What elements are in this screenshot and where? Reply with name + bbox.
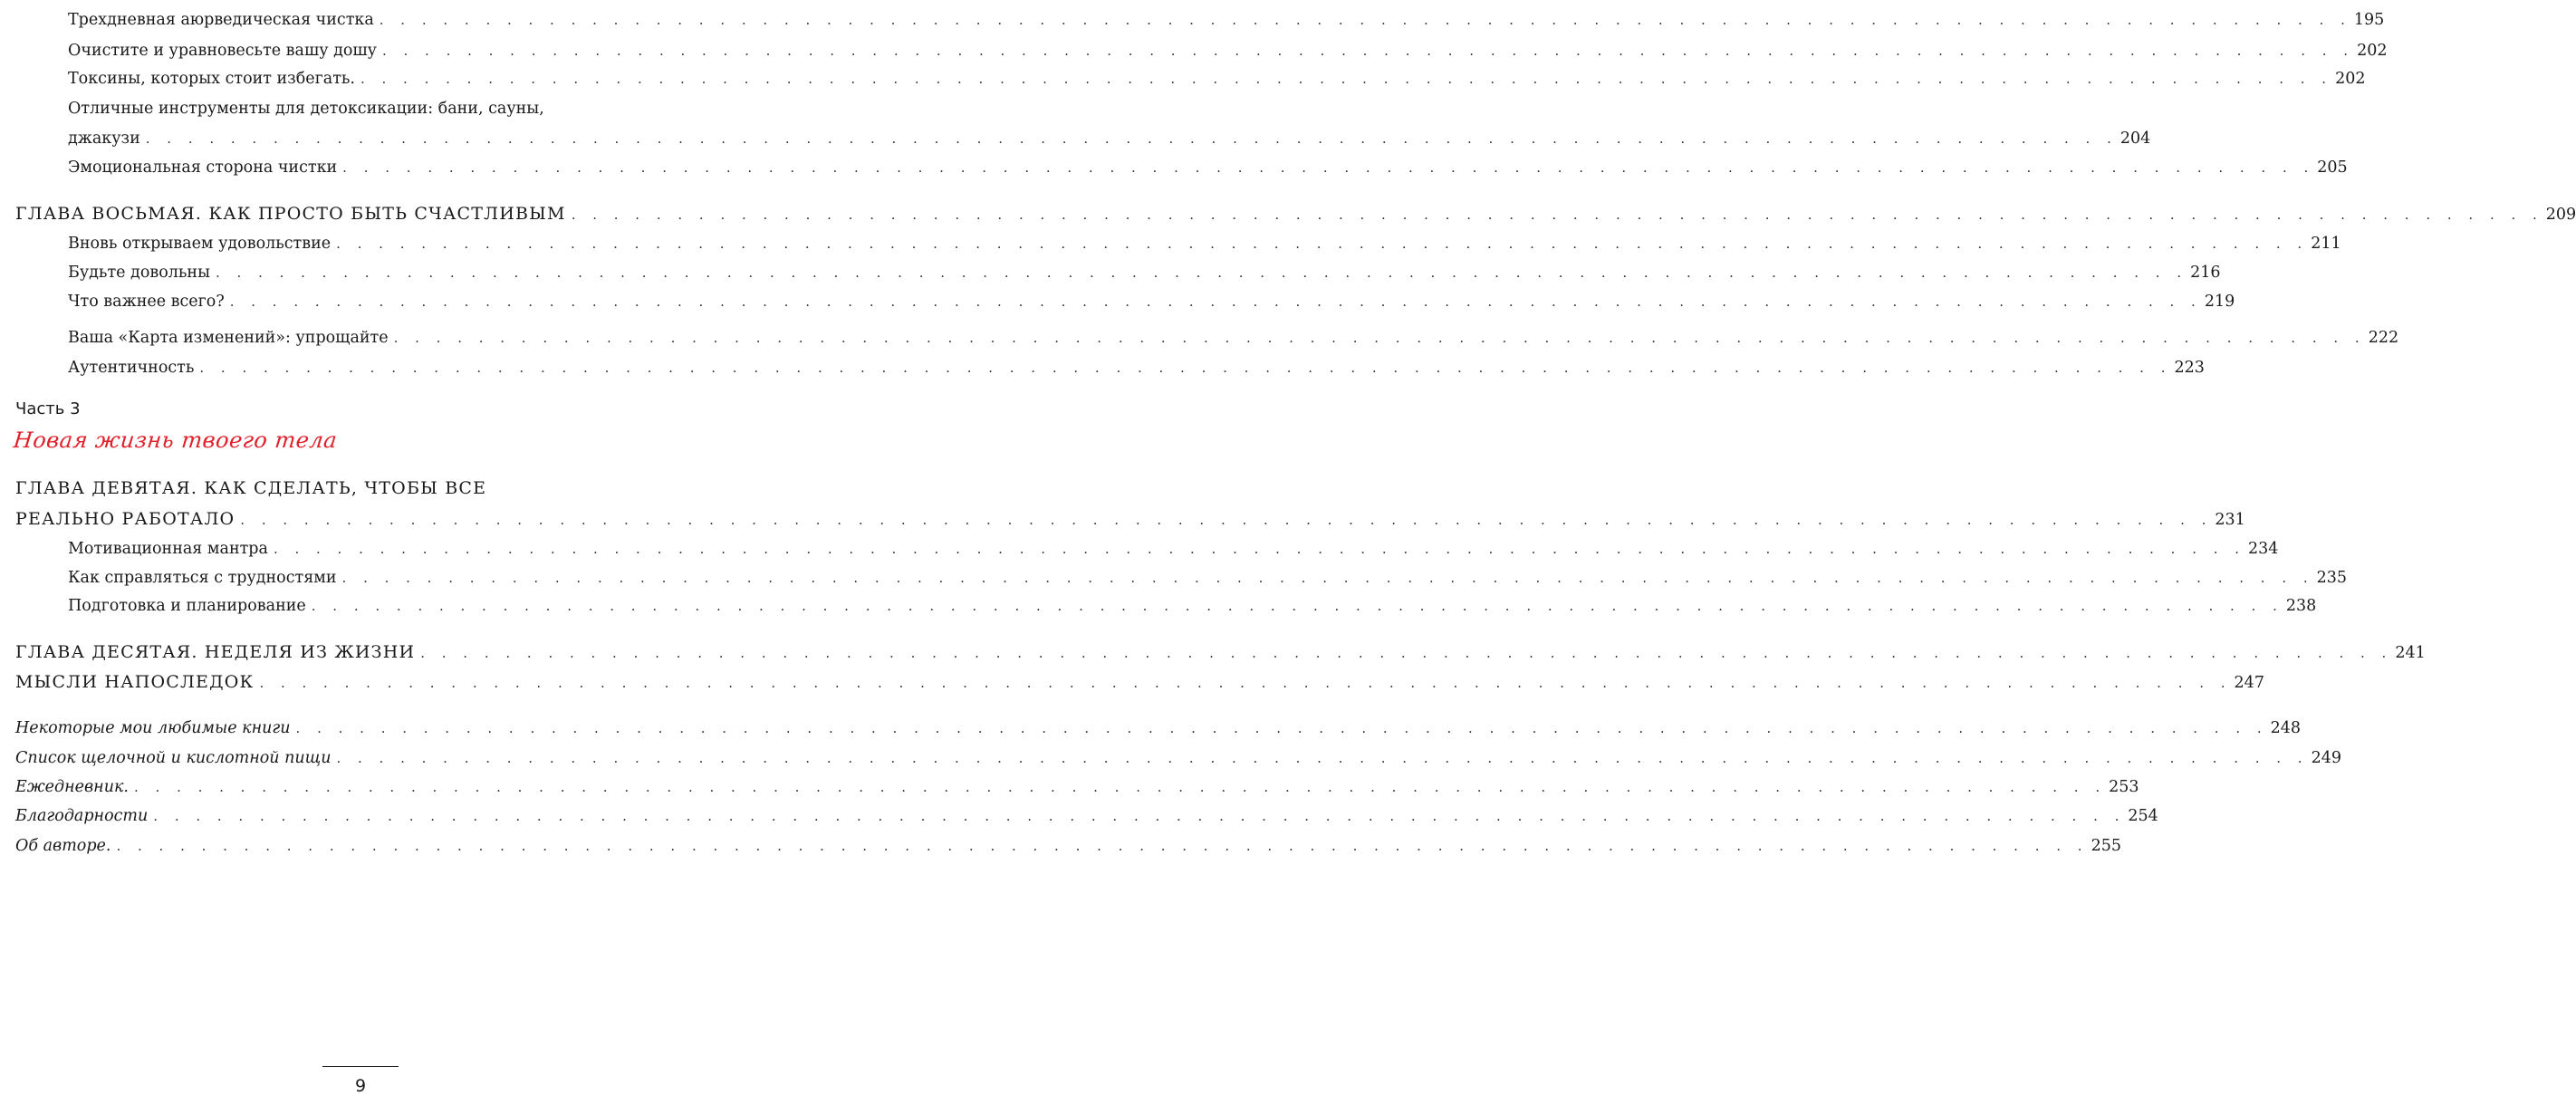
toc-entry-page: 238 [2285, 597, 2317, 615]
toc-entry-page: 219 [2204, 293, 2235, 311]
toc-entry-page: 202 [2357, 42, 2388, 60]
toc-entry-page: 205 [2317, 159, 2348, 177]
toc-entry[interactable] [68, 595, 2317, 617]
toc-entry-page: 222 [2368, 329, 2399, 347]
toc-appendix-entry[interactable] [15, 835, 2121, 857]
toc-entry-title: Ваша «Карта изменений»: упрощайте [68, 329, 389, 347]
chapter-title: МЫСЛИ НАПОСЛЕДОК [15, 672, 255, 692]
toc-entry-page: 195 [2353, 11, 2385, 29]
toc-entry-page: 211 [2311, 235, 2341, 253]
appendix-title: Ежедневник. [15, 778, 129, 796]
footer-rule [322, 1066, 399, 1067]
leader-dots: . . . . . . . . . . . . . . . . . . . . . . . . . . . . . . . . . . . . . . . . . . . . . . . . . . . . . . . . . . . . . . . . . . . . . . . . . . . . . . . . . . . . . . . . . . . . . [360, 71, 2333, 87]
toc-entry-page: 216 [2190, 264, 2221, 282]
toc-entry[interactable] [68, 128, 2151, 149]
leader-dots: . . . . . . . . . . . . . . . . . . . . . . . . . . . . . . . . . . . . . . . . . . . . . . . . . . . . . . . . . . . . . . . . . . . . . . . . . . . . . . . . . . . . . . . . . . . . . [116, 838, 2089, 854]
toc-entry-title-line2: джакузи [68, 130, 140, 148]
toc-entry[interactable] [68, 327, 2399, 349]
leader-dots: . . . . . . . . . . . . . . . . . . . . . . . . . . . . . . . . . . . . . . . . . . . . . . . . . . . . . . . . . . . . . . . . . . . . . . . . . . . . . . . . . . . . . . . . . . . . . [273, 541, 2246, 557]
appendix-title: Об авторе. [15, 837, 111, 855]
toc-entry[interactable] [68, 157, 2348, 178]
leader-dots: . . . . . . . . . . . . . . . . . . . . . . . . . . . . . . . . . . . . . . . . . . . . . . . . . . . . . . . . . . . . . . . . . . . . . . . . . . . . . . . . . . . . . . . . . . . . . [393, 330, 2366, 346]
toc-entry[interactable] [68, 291, 2235, 312]
chapter-title: ГЛАВА ДЕСЯТАЯ. НЕДЕЛЯ ИЗ ЖИЗНИ [15, 642, 416, 662]
chapter-page: 241 [2395, 644, 2426, 662]
toc-entry[interactable] [68, 233, 2341, 255]
toc-entry-page: 223 [2174, 359, 2205, 377]
appendix-title: Список щелочной и кислотной пищи [15, 749, 332, 767]
toc-entry-title: Эмоциональная сторона чистки [68, 159, 338, 177]
chapter-title-line2: РЕАЛЬНО РАБОТАЛО [15, 509, 235, 529]
toc-entry-title: Токсины, которых стоит избегать. [68, 70, 355, 88]
leader-dots: . . . . . . . . . . . . . . . . . . . . . . . . . . . . . . . . . . . . . . . . . . . . . . . . . . . . . . . . . . . . . . . . . . . . . . . . . . . . . . . . . . . . . . . . . . . . . [259, 675, 2232, 691]
toc-entry-title: Трехдневная аюрведическая чистка [68, 11, 374, 29]
toc-appendix-entry[interactable] [15, 776, 2139, 798]
leader-dots: . . . . . . . . . . . . . . . . . . . . . . . . . . . . . . . . . . . . . . . . . . . . . . . . . . . . . . . . . . . . . . . . . . . . . . . . . . . . . . . . . . . . . . . . . . . . . [420, 645, 2393, 661]
leader-dots: . . . . . . . . . . . . . . . . . . . . . . . . . . . . . . . . . . . . . . . . . . . . . . . . . . . . . . . . . . . . . . . . . . . . . . . . . . . . . . . . . . . . . . . . . . . . . [153, 808, 2126, 824]
appendix-title: Благодарности [15, 807, 149, 825]
appendix-page: 253 [2109, 778, 2139, 796]
part-title: Новая жизнь твоего тела [12, 428, 339, 453]
appendix-page: 254 [2128, 807, 2158, 825]
leader-dots: . . . . . . . . . . . . . . . . . . . . . . . . . . . . . . . . . . . . . . . . . . . . . . . . . . . . . . . . . . . . . . . . . . . . . . . . . . . . . . . . . . . . . . . . . . . . . [336, 235, 2309, 252]
leader-dots: . . . . . . . . . . . . . . . . . . . . . . . . . . . . . . . . . . . . . . . . . . . . . . . . . . . . . . . . . . . . . . . . . . . . . . . . . . . . . . . . . . . . . . . . . . . . . [216, 264, 2188, 281]
leader-dots: . . . . . . . . . . . . . . . . . . . . . . . . . . . . . . . . . . . . . . . . . . . . . . . . . . . . . . . . . . . . . . . . . . . . . . . . . . . . . . . . . . . . . . . . . . . . . [342, 159, 2315, 176]
toc-entry-title-line1: Отличные инструменты для детоксикации: бани, сауны, [68, 100, 544, 118]
toc-entry[interactable] [68, 68, 2366, 90]
toc-final-thoughts[interactable] [15, 671, 2264, 694]
toc-entry-title: Подготовка и планирование [68, 597, 306, 615]
toc-entry-title: Вновь открываем удовольствие [68, 235, 332, 253]
toc-entry-page: 234 [2248, 540, 2279, 558]
toc-appendix-entry[interactable] [15, 717, 2302, 739]
toc-entry[interactable] [68, 9, 2385, 31]
leader-dots: . . . . . . . . . . . . . . . . . . . . . . . . . . . . . . . . . . . . . . . . . . . . . . . . . . . . . . . . . . . . . . . . . . . . . . . . . . . . . . . . . . . . . . . . . . . . . [341, 570, 2314, 586]
chapter-page: 231 [2215, 511, 2245, 529]
leader-dots: . . . . . . . . . . . . . . . . . . . . . . . . . . . . . . . . . . . . . . . . . . . . . . . . . . . . . . . . . . . . . . . . . . . . . . . . . . . . . . . . . . . . . . . . . . . . . [134, 779, 2107, 795]
leader-dots: . . . . . . . . . . . . . . . . . . . . . . . . . . . . . . . . . . . . . . . . . . . . . . . . . . . . . . . . . . . . . . . . . . . . . . . . . . . . . . . . . . . . . . . . . . . . . [571, 207, 2543, 223]
leader-dots: . . . . . . . . . . . . . . . . . . . . . . . . . . . . . . . . . . . . . . . . . . . . . . . . . . . . . . . . . . . . . . . . . . . . . . . . . . . . . . . . . . . . . . . . . . . . . [295, 720, 2268, 736]
leader-dots: . . . . . . . . . . . . . . . . . . . . . . . . . . . . . . . . . . . . . . . . . . . . . . . . . . . . . . . . . . . . . . . . . . . . . . . . . . . . . . . . . . . . . . . . . . . . . [229, 293, 2202, 310]
toc-entry-title: Очистите и уравновесьте вашу дошу [68, 42, 377, 60]
toc-entry-page: 235 [2316, 569, 2348, 587]
leader-dots: . . . . . . . . . . . . . . . . . . . . . . . . . . . . . . . . . . . . . . . . . . . . . . . . . . . . . . . . . . . . . . . . . . . . . . . . . . . . . . . . . . . . . . . . . . . . . [240, 512, 2213, 528]
toc-entry[interactable] [68, 538, 2279, 560]
toc-entry-title: Что важнее всего? [68, 293, 225, 311]
leader-dots: . . . . . . . . . . . . . . . . . . . . . . . . . . . . . . . . . . . . . . . . . . . . . . . . . . . . . . . . . . . . . . . . . . . . . . . . . . . . . . . . . . . . . . . . . . . . . [379, 12, 2351, 28]
leader-dots: . . . . . . . . . . . . . . . . . . . . . . . . . . . . . . . . . . . . . . . . . . . . . . . . . . . . . . . . . . . . . . . . . . . . . . . . . . . . . . . . . . . . . . . . . . . . . [145, 130, 2118, 147]
leader-dots: . . . . . . . . . . . . . . . . . . . . . . . . . . . . . . . . . . . . . . . . . . . . . . . . . . . . . . . . . . . . . . . . . . . . . . . . . . . . . . . . . . . . . . . . . . . . . [199, 360, 2172, 376]
toc-entry-title: Как справляться с трудностями [68, 569, 337, 587]
toc-entry-page: 202 [2335, 70, 2366, 88]
chapter-page: 209 [2545, 206, 2576, 224]
toc-chapter-9[interactable] [15, 508, 2245, 531]
toc-appendix-entry[interactable] [15, 805, 2158, 827]
leader-dots: . . . . . . . . . . . . . . . . . . . . . . . . . . . . . . . . . . . . . . . . . . . . . . . . . . . . . . . . . . . . . . . . . . . . . . . . . . . . . . . . . . . . . . . . . . . . . [336, 750, 2309, 766]
toc-entry-title: Будьте довольны [68, 264, 210, 282]
appendix-page: 248 [2270, 719, 2302, 737]
leader-dots: . . . . . . . . . . . . . . . . . . . . . . . . . . . . . . . . . . . . . . . . . . . . . . . . . . . . . . . . . . . . . . . . . . . . . . . . . . . . . . . . . . . . . . . . . . . . . [381, 43, 2355, 59]
toc-entry-title: Аутентичность [68, 359, 195, 377]
page-number: 9 [354, 1076, 367, 1096]
toc-entry-page: 204 [2119, 130, 2151, 148]
toc-appendix-entry[interactable] [15, 747, 2341, 769]
toc-chapter-10[interactable] [15, 641, 2426, 664]
toc-entry[interactable] [68, 40, 2388, 62]
appendix-page: 255 [2091, 837, 2121, 855]
chapter-title: ГЛАВА ВОСЬМАЯ. КАК ПРОСТО БЫТЬ СЧАСТЛИВЫМ [15, 204, 566, 224]
toc-entry[interactable] [68, 357, 2205, 379]
chapter-title-line1: ГЛАВА ДЕВЯТАЯ. КАК СДЕЛАТЬ, ЧТОБЫ ВСЕ [15, 478, 487, 498]
part-label: Часть 3 [15, 399, 81, 418]
appendix-page: 249 [2311, 749, 2341, 767]
toc-chapter-8[interactable] [15, 203, 2576, 226]
toc-entry-title: Мотивационная мантра [68, 540, 268, 558]
toc-entry[interactable] [68, 567, 2348, 589]
leader-dots: . . . . . . . . . . . . . . . . . . . . . . . . . . . . . . . . . . . . . . . . . . . . . . . . . . . . . . . . . . . . . . . . . . . . . . . . . . . . . . . . . . . . . . . . . . . . . [311, 598, 2283, 614]
toc-entry[interactable] [68, 262, 2221, 283]
chapter-page: 247 [2234, 674, 2264, 692]
appendix-title: Некоторые мои любимые книги [15, 719, 291, 737]
